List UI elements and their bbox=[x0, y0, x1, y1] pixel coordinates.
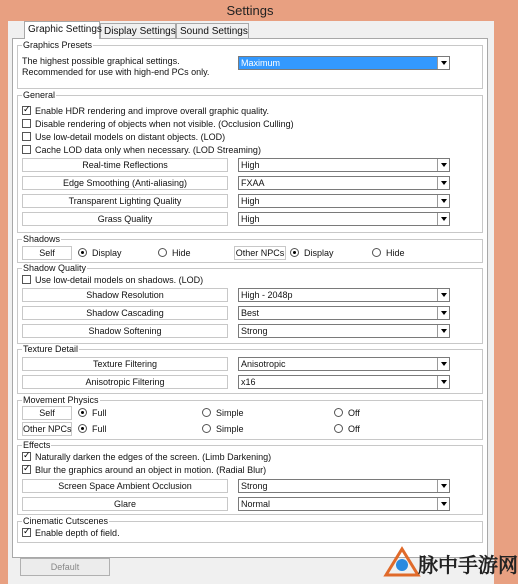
dropdown-value: Normal bbox=[241, 499, 271, 509]
label-movement-self: Self bbox=[22, 406, 72, 420]
radio-shadows-self-hide[interactable] bbox=[158, 247, 191, 259]
site-watermark bbox=[378, 543, 518, 581]
radio-circle[interactable] bbox=[78, 248, 87, 257]
group-title: Shadow Quality bbox=[23, 263, 87, 273]
radio-circle[interactable] bbox=[372, 248, 381, 257]
dropdown-real-time-reflections[interactable] bbox=[238, 158, 450, 172]
dropdown-value: High bbox=[241, 196, 260, 206]
checkbox-box[interactable] bbox=[22, 275, 31, 284]
radio-label: Display bbox=[92, 248, 122, 258]
dropdown-value: Strong bbox=[241, 326, 268, 336]
label-glare: Glare bbox=[22, 497, 228, 511]
label-real-time-reflections: Real-time Reflections bbox=[22, 158, 228, 172]
label-edge-smoothing: Edge Smoothing (Anti-aliasing) bbox=[22, 176, 228, 190]
dropdown-texture-filtering[interactable] bbox=[238, 357, 450, 371]
label-grass-quality: Grass Quality bbox=[22, 212, 228, 226]
group-title: Movement Physics bbox=[23, 395, 99, 405]
chevron-down-icon[interactable] bbox=[437, 325, 449, 337]
dropdown-grass-quality[interactable] bbox=[238, 212, 450, 226]
radio-label: Hide bbox=[172, 248, 191, 258]
dropdown-value: Best bbox=[241, 308, 260, 318]
dropdown-ssao[interactable] bbox=[238, 479, 450, 493]
group-graphics-presets bbox=[17, 40, 483, 89]
radio-circle[interactable] bbox=[78, 424, 87, 433]
dropdown-anisotropic-filtering[interactable] bbox=[238, 375, 450, 389]
radio-label: Full bbox=[92, 424, 107, 434]
checkbox-label: Use low-detail models on distant objects. (LOD) bbox=[35, 132, 226, 142]
dropdown-value: High - 2048p bbox=[241, 290, 293, 300]
chevron-down-icon[interactable] bbox=[437, 358, 449, 370]
chevron-down-icon[interactable] bbox=[437, 57, 449, 69]
window-client bbox=[8, 21, 494, 584]
checkbox-label: Naturally darken the edges of the screen. (Limb Darkening) bbox=[35, 452, 272, 462]
radio-selected-dot bbox=[293, 251, 296, 254]
radio-label: Hide bbox=[386, 248, 405, 258]
checkbox-lod-streaming[interactable] bbox=[22, 144, 261, 156]
presets-description-line2: Recommended for use with high-end PCs only. bbox=[22, 67, 210, 77]
check-icon: ✓ bbox=[23, 105, 31, 115]
checkbox-label: Blur the graphics around an object in motion. (Radial Blur) bbox=[35, 465, 267, 475]
radio-shadows-npcs-hide[interactable] bbox=[372, 247, 405, 259]
group-title: Shadows bbox=[23, 234, 61, 244]
radio-selected-dot bbox=[81, 411, 84, 414]
radio-label: Off bbox=[348, 408, 360, 418]
radio-circle[interactable] bbox=[158, 248, 167, 257]
checkbox-hdr[interactable] bbox=[22, 105, 269, 117]
group-texture-detail bbox=[17, 344, 483, 394]
label-transparent-lighting: Transparent Lighting Quality bbox=[22, 194, 228, 208]
label-shadows-self: Self bbox=[22, 246, 72, 260]
chevron-down-icon[interactable] bbox=[437, 213, 449, 225]
checkbox-depth-of-field[interactable] bbox=[22, 527, 120, 539]
tab-graphic-settings[interactable]: Graphic Settings bbox=[24, 21, 100, 39]
radio-circle[interactable] bbox=[334, 424, 343, 433]
presets-value: Maximum bbox=[241, 58, 281, 68]
checkbox-occlusion-culling[interactable] bbox=[22, 118, 294, 130]
group-title: Graphics Presets bbox=[23, 40, 93, 50]
default-button[interactable]: Default bbox=[20, 558, 110, 576]
radio-label: Simple bbox=[216, 424, 244, 434]
radio-label: Display bbox=[304, 248, 334, 258]
dropdown-value: High bbox=[241, 214, 260, 224]
group-title: General bbox=[23, 90, 56, 100]
dropdown-value: Anisotropic bbox=[241, 359, 286, 369]
checkbox-box[interactable] bbox=[22, 452, 31, 461]
check-icon: ✓ bbox=[23, 464, 31, 474]
checkbox-shadow-lod[interactable] bbox=[22, 274, 203, 286]
graphic-settings-panel bbox=[12, 38, 488, 558]
checkbox-box[interactable] bbox=[22, 106, 31, 115]
label-ssao: Screen Space Ambient Occlusion bbox=[22, 479, 228, 493]
chevron-down-icon[interactable] bbox=[437, 498, 449, 510]
checkbox-label: Enable HDR rendering and improve overall graphic quality. bbox=[35, 106, 269, 116]
chevron-down-icon[interactable] bbox=[437, 480, 449, 492]
radio-movement-self-off[interactable] bbox=[334, 407, 360, 419]
checkbox-label: Use low-detail models on shadows. (LOD) bbox=[35, 275, 204, 285]
group-movement-physics bbox=[17, 395, 483, 440]
label-movement-npcs: Other NPCs bbox=[23, 424, 72, 434]
chevron-down-icon[interactable] bbox=[437, 307, 449, 319]
radio-selected-dot bbox=[81, 251, 84, 254]
label-anisotropic-filtering: Anisotropic Filtering bbox=[22, 375, 228, 389]
dropdown-shadow-softening[interactable] bbox=[238, 324, 450, 338]
window-title: Settings bbox=[226, 3, 274, 18]
checkbox-label: Disable rendering of objects when not visible. (Occlusion Culling) bbox=[35, 119, 294, 129]
presets-dropdown[interactable] bbox=[238, 56, 450, 70]
radio-circle[interactable] bbox=[334, 408, 343, 417]
radio-circle[interactable] bbox=[202, 408, 211, 417]
chevron-down-icon[interactable] bbox=[437, 177, 449, 189]
checkbox-label: Cache LOD data only when necessary. (LOD Streaming) bbox=[35, 145, 261, 155]
checkbox-box[interactable] bbox=[22, 132, 31, 141]
checkbox-label: Enable depth of field. bbox=[35, 528, 120, 538]
group-shadows bbox=[17, 234, 483, 263]
label-shadow-softening: Shadow Softening bbox=[22, 324, 228, 338]
radio-movement-self-full[interactable] bbox=[78, 407, 107, 419]
chevron-down-icon[interactable] bbox=[437, 376, 449, 388]
dropdown-value: FXAA bbox=[241, 178, 265, 188]
radio-movement-self-simple[interactable] bbox=[202, 407, 244, 419]
radio-shadows-self-display[interactable] bbox=[78, 247, 122, 259]
checkbox-box[interactable] bbox=[22, 465, 31, 474]
radio-movement-npcs-full[interactable] bbox=[78, 423, 107, 435]
dropdown-glare[interactable] bbox=[238, 497, 450, 511]
group-title: Texture Detail bbox=[23, 344, 79, 354]
radio-selected-dot bbox=[81, 427, 84, 430]
radio-circle[interactable] bbox=[202, 424, 211, 433]
dropdown-shadow-resolution[interactable] bbox=[238, 288, 450, 302]
chevron-down-icon[interactable] bbox=[437, 159, 449, 171]
tab-sound-settings[interactable]: Sound Settings bbox=[176, 23, 249, 39]
group-effects bbox=[17, 440, 483, 515]
radio-circle[interactable] bbox=[290, 248, 299, 257]
dropdown-value: Strong bbox=[241, 481, 268, 491]
radio-circle[interactable] bbox=[78, 408, 87, 417]
radio-label: Simple bbox=[216, 408, 244, 418]
presets-description-line1: The highest possible graphical settings. bbox=[22, 56, 180, 66]
watermark-text: 脉中手游网 bbox=[418, 553, 518, 577]
dropdown-transparent-lighting[interactable] bbox=[238, 194, 450, 208]
label-shadow-resolution: Shadow Resolution bbox=[22, 288, 228, 302]
check-icon: ✓ bbox=[23, 527, 31, 537]
group-shadow-quality bbox=[17, 263, 483, 344]
dropdown-value: High bbox=[241, 160, 260, 170]
label-texture-filtering: Texture Filtering bbox=[22, 357, 228, 371]
checkbox-box[interactable] bbox=[22, 119, 31, 128]
group-general bbox=[17, 90, 483, 233]
label-shadow-cascading: Shadow Cascading bbox=[22, 306, 228, 320]
checkbox-box[interactable] bbox=[22, 145, 31, 154]
radio-shadows-npcs-display[interactable] bbox=[290, 247, 334, 259]
dropdown-value: x16 bbox=[241, 377, 256, 387]
chevron-down-icon[interactable] bbox=[437, 289, 449, 301]
check-icon: ✓ bbox=[23, 451, 31, 461]
radio-movement-npcs-off[interactable] bbox=[334, 423, 360, 435]
group-title: Cinematic Cutscenes bbox=[23, 516, 109, 526]
label-shadows-npcs: Other NPCs bbox=[235, 248, 285, 258]
tab-display-settings[interactable]: Display Settings bbox=[100, 23, 176, 39]
checkbox-lod[interactable] bbox=[22, 131, 225, 143]
checkbox-radial-blur[interactable] bbox=[22, 464, 266, 476]
dropdown-edge-smoothing[interactable] bbox=[238, 176, 450, 190]
checkbox-box[interactable] bbox=[22, 528, 31, 537]
dropdown-shadow-cascading[interactable] bbox=[238, 306, 450, 320]
checkbox-limb-darkening[interactable] bbox=[22, 451, 271, 463]
radio-label: Full bbox=[92, 408, 107, 418]
radio-label: Off bbox=[348, 424, 360, 434]
group-cinematic-cutscenes bbox=[17, 516, 483, 543]
watermark-logo-icon bbox=[382, 545, 422, 579]
radio-movement-npcs-simple[interactable] bbox=[202, 423, 244, 435]
group-title: Effects bbox=[23, 440, 51, 450]
chevron-down-icon[interactable] bbox=[437, 195, 449, 207]
